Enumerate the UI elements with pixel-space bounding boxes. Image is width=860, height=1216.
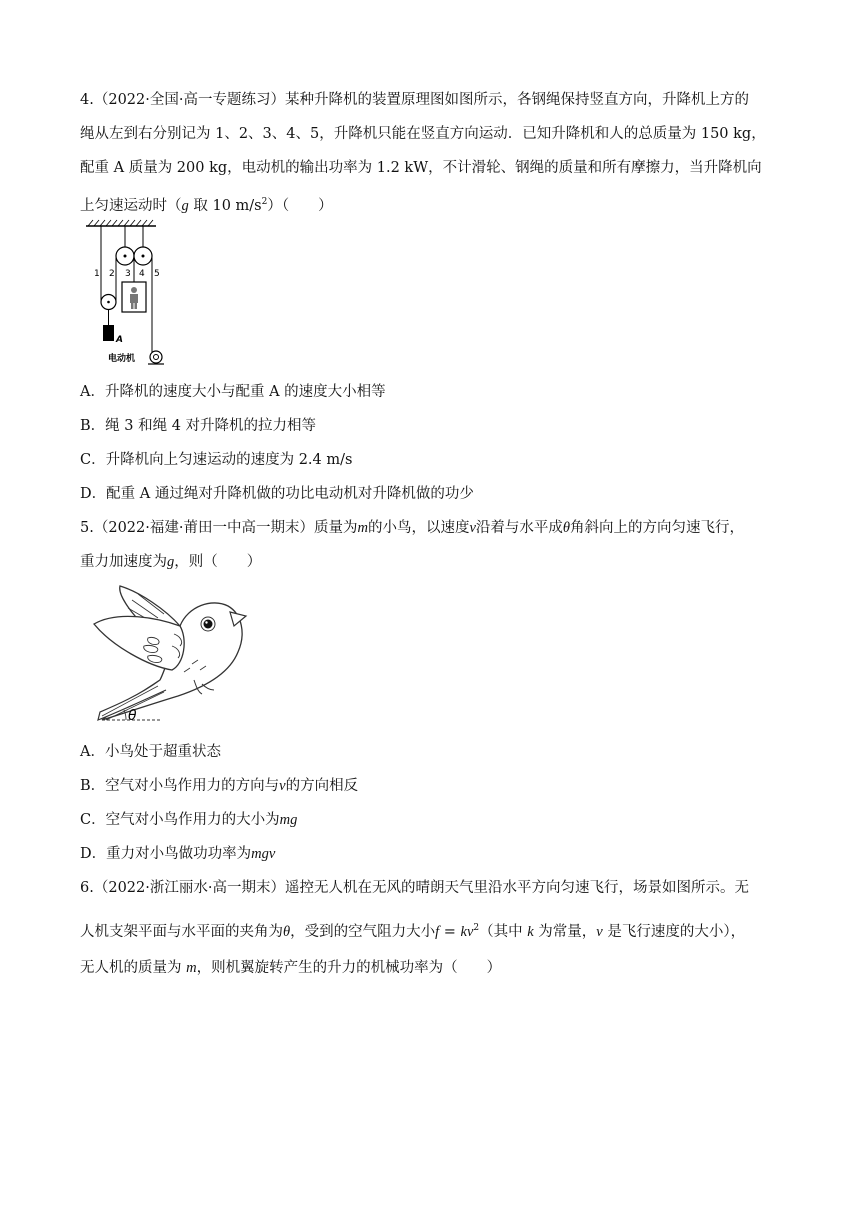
q4-source: （2022·全国·高一专题练习）: [93, 92, 285, 108]
q5-option-d-text: D．重力对小鸟做功功率为: [80, 846, 252, 862]
var-v: v: [469, 520, 476, 536]
q5-text-1c: 沿着与水平成: [475, 520, 563, 536]
q6-text-3b: ，则机翼旋转产生的升力的机械功率为（ ）: [196, 960, 502, 976]
q5-line-2: [80, 552, 261, 572]
rope-label-5: 5: [154, 269, 160, 279]
q5-option-a: A．小鸟处于超重状态: [80, 744, 221, 760]
q5-option-b-text2: 的方向相反: [285, 778, 359, 794]
rope-label-3: 3: [125, 269, 131, 279]
q6-text-2e: 是飞行速度的大小），: [602, 923, 746, 940]
counterweight-a: [103, 325, 114, 341]
q4-option-b: B．绳 3 和绳 4 对升降机的拉力相等: [80, 418, 317, 434]
var-k: k: [527, 923, 534, 940]
q5-line-1: [80, 518, 744, 538]
superscript: 2: [261, 197, 268, 207]
rope-label-4: 4: [139, 269, 145, 279]
var-v: v: [596, 923, 603, 940]
q4-option-a: A．升降机的速度大小与配重 A 的速度大小相等: [80, 384, 386, 400]
q6-source: （2022·浙江丽水·高一期末）: [93, 880, 285, 896]
equals-sign: =: [439, 923, 461, 940]
var-f: f: [435, 923, 440, 940]
motor-label: 电动机: [108, 354, 136, 364]
q4-text-1: 某种升降机的装置原理图如图所示，各钢绳保持竖直方向，升降机上方的: [284, 92, 749, 108]
q4-line-4: [80, 192, 333, 216]
q5-text-1d: 角斜向上的方向匀速飞行，: [570, 520, 745, 536]
q6-text-1: 遥控无人机在无风的晴朗天气里沿水平方向匀速飞行，场景如图所示。无: [284, 880, 749, 896]
weight-label: A: [116, 335, 123, 345]
q5-option-b-text: B．空气对小鸟作用力的方向与: [80, 778, 280, 794]
expr-kv: kv: [460, 923, 474, 940]
q5-text-2b: ，则（ ）: [174, 554, 262, 570]
q5-option-d: [80, 844, 275, 864]
q6-text-2c: （其中: [479, 923, 528, 940]
ceiling-hatch: [88, 220, 153, 226]
q5-source: （2022·福建·莆田一中高一期末）: [93, 520, 314, 536]
q6-text-2a: 人机支架平面与水平面的夹角为: [80, 923, 283, 940]
var-g: g: [181, 197, 189, 214]
q6-line-2: [80, 918, 745, 942]
q4-line-1: [80, 90, 749, 110]
var-v: v: [279, 778, 286, 794]
q4-line-2: 绳从左到右分别记为 1、2、3、4、5，升降机只能在竖直方向运动．已知升降机和人的总质量为 150 kg，: [80, 126, 766, 142]
q4-option-c: C．升降机向上匀速运动的速度为 2.4 m/s: [80, 452, 353, 468]
bird-illustration: [88, 580, 278, 730]
q4-text-4b: 取 10 m/s: [188, 197, 262, 214]
q5-text-1a: 质量为: [313, 520, 358, 536]
expr-mg: mg: [279, 812, 298, 828]
front-wing: [94, 616, 184, 670]
q5-number: 5.: [80, 520, 94, 536]
q6-line-1: [80, 878, 749, 898]
q4-number: 4.: [80, 92, 94, 108]
var-theta: θ: [283, 923, 291, 940]
q5-text-2a: 重力加速度为: [80, 554, 167, 570]
q4-option-d: D．配重 A 通过绳对升降机做的功比电动机对升降机做的功少: [80, 486, 474, 502]
q6-text-2b: ，受到的空气阻力大小: [290, 923, 436, 940]
theta-label: θ: [128, 708, 137, 724]
var-g: g: [167, 554, 175, 570]
var-m: m: [357, 520, 368, 536]
q4-text-4c: ）（ ）: [267, 197, 333, 214]
var-m: m: [186, 960, 197, 976]
q5-text-1b: 的小鸟，以速度: [367, 520, 470, 536]
q5-option-c-text: C．空气对小鸟作用力的大小为: [80, 812, 280, 828]
q4-text-4a: 上匀速运动时（: [80, 197, 182, 214]
elevator-pulley-diagram: [84, 218, 184, 366]
q4-line-3: 配重 A 质量为 200 kg，电动机的输出功率为 1.2 kW，不计滑轮、钢绳的质量和所有摩擦力，当升降机向: [80, 160, 762, 176]
q5-option-c: [80, 810, 297, 830]
rope-label-2: 2: [109, 269, 115, 279]
q6-number: 6.: [80, 880, 94, 896]
expr-mgv: mgv: [251, 846, 276, 862]
q5-option-b: [80, 776, 358, 796]
var-theta: θ: [562, 520, 571, 536]
q6-line-3: [80, 958, 501, 978]
q6-text-2d: 为常量，: [533, 923, 597, 940]
motor-icon: [150, 351, 162, 363]
superscript: 2: [473, 923, 480, 933]
q6-text-3a: 无人机的质量为: [80, 960, 187, 976]
rope-label-1: 1: [94, 269, 100, 279]
